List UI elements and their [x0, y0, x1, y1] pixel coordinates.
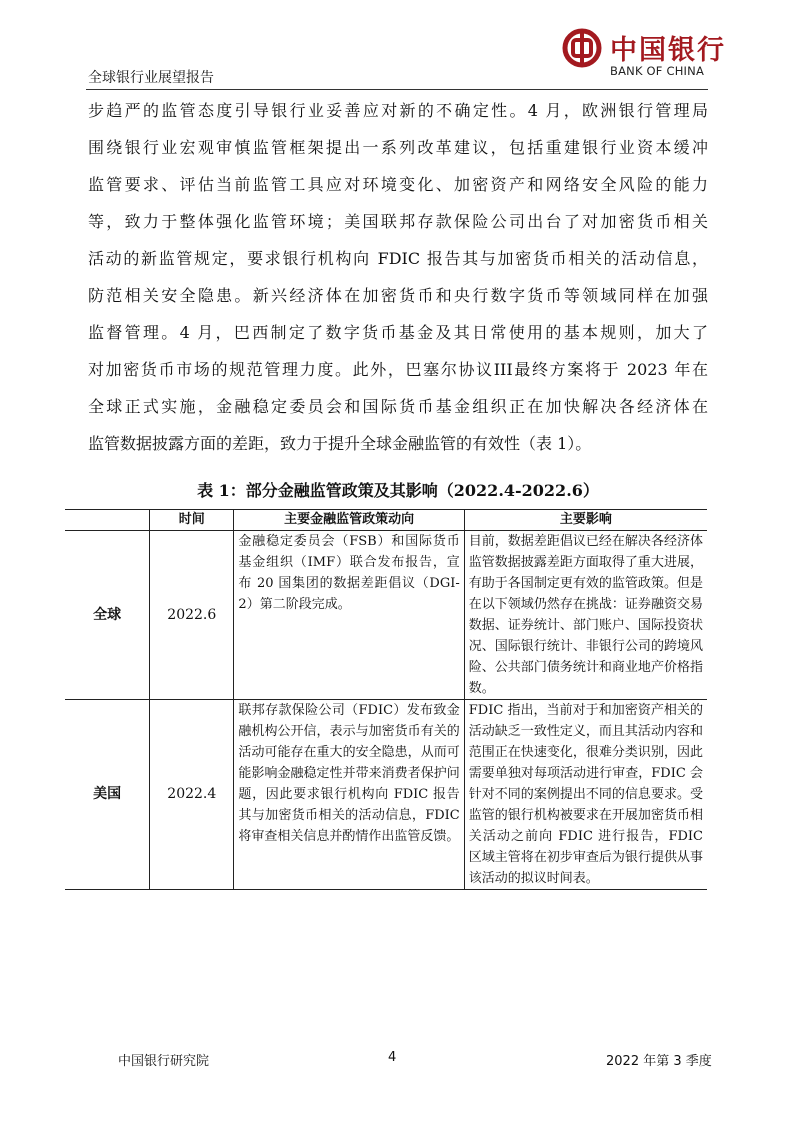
- cell-region: 全球: [65, 531, 150, 700]
- table-row: [65, 531, 707, 700]
- header-cell-impact: 主要影响: [464, 510, 707, 531]
- table-title: 表 1：部分金融监管政策及其影响（2022.4-2022.6）: [197, 481, 599, 500]
- bank-logo: [562, 24, 726, 84]
- bank-of-china-emblem-icon: [562, 28, 602, 68]
- text-line: 监管要求、评估当前监管工具应对环境变化、加密资产和网络安全风险的能力: [88, 175, 708, 194]
- cell-policy: 金融稳定委员会（FSB）和国际货币基金组织（IMF）联合发布报告，宣布 20 国集团的数据差距倡议（DGI-2）第二阶段完成。: [234, 531, 464, 700]
- header-divider: [86, 89, 708, 90]
- regulation-policy-table: [65, 509, 707, 890]
- text-line: 全球正式实施，金融稳定委员会和国际货币基金组织正在加快解决各经济体在: [88, 397, 708, 416]
- text-line: 监管数据披露方面的差距，致力于提升全球金融监管的有效性（表 1）。: [88, 434, 592, 453]
- cell-policy: 联邦存款保险公司（FDIC）发布致金融机构公开信，表示与加密货币有关的活动可能存在重大的安全隐患，从而可能影响金融稳定性并带来消费者保护问题，因此要求银行机构向 FDIC 报告其与加密货币相关的活动信息，FDIC 将审查相关信息并酌情作出监管反馈。: [234, 700, 464, 890]
- report-title: 全球银行业展望报告: [88, 70, 214, 86]
- table-header-row: [65, 510, 707, 531]
- footer-institute: 中国银行研究院: [118, 1054, 210, 1069]
- body-paragraph: [88, 92, 708, 462]
- cell-date: 2022.6: [150, 531, 234, 700]
- header-cell-date: 时间: [150, 510, 234, 531]
- cell-impact: 目前，数据差距倡议已经在解决各经济体监管数据披露差距方面取得了重大进展，有助于各国制定更有效的监管政策。但是在以下领域仍然存在挑战：证券融资交易数据、证券统计、部门账户、国际投资状况、国际银行统计、非银行公司的跨境风险、公共部门债务统计和商业地产价格指数。: [464, 531, 707, 700]
- text-line: 围绕银行业宏观审慎监管框架提出一系列改革建议，包括重建银行业资本缓冲: [88, 138, 708, 157]
- logo-chinese-name: 中国银行: [610, 35, 726, 66]
- text-line: 监督管理。4 月，巴西制定了数字货币基金及其日常使用的基本规则，加大了: [88, 323, 708, 342]
- table-row: [65, 700, 707, 890]
- cell-region: 美国: [65, 700, 150, 890]
- header-cell-region: [65, 510, 150, 531]
- logo-english-name: BANK OF CHINA: [610, 64, 705, 78]
- text-line: 防范相关安全隐患。新兴经济体在加密货币和央行数字货币等领域同样在加强: [88, 286, 708, 305]
- footer-quarter: 2022 年第 3 季度: [606, 1054, 712, 1069]
- text-line: 步趋严的监管态度引导银行业妥善应对新的不确定性。4 月，欧洲银行管理局: [88, 101, 708, 120]
- text-line: 对加密货币市场的规范管理力度。此外，巴塞尔协议III最终方案将于 2023 年在: [88, 360, 708, 379]
- text-line: 等，致力于整体强化监管环境；美国联邦存款保险公司出台了对加密货币相关: [88, 212, 708, 231]
- header-cell-policy: 主要金融监管政策动向: [234, 510, 464, 531]
- page-number: 4: [388, 1050, 397, 1065]
- cell-impact: FDIC 指出，当前对于和加密资产相关的活动缺乏一致性定义，而且其活动内容和范围正在快速变化，很难分类识别，因此需要单独对每项活动进行审查，FDIC 会针对不同的案例提出不同的信息要求。受监管的银行机构被要求在开展加密货币相关活动之前向 FDIC 进行报告，FDIC 区域主管将在初步审查后为银行提供从事该活动的拟议时间表。: [464, 700, 707, 890]
- text-line: 活动的新监管规定，要求银行机构向 FDIC 报告其与加密货币相关的活动信息，: [88, 249, 708, 268]
- cell-date: 2022.4: [150, 700, 234, 890]
